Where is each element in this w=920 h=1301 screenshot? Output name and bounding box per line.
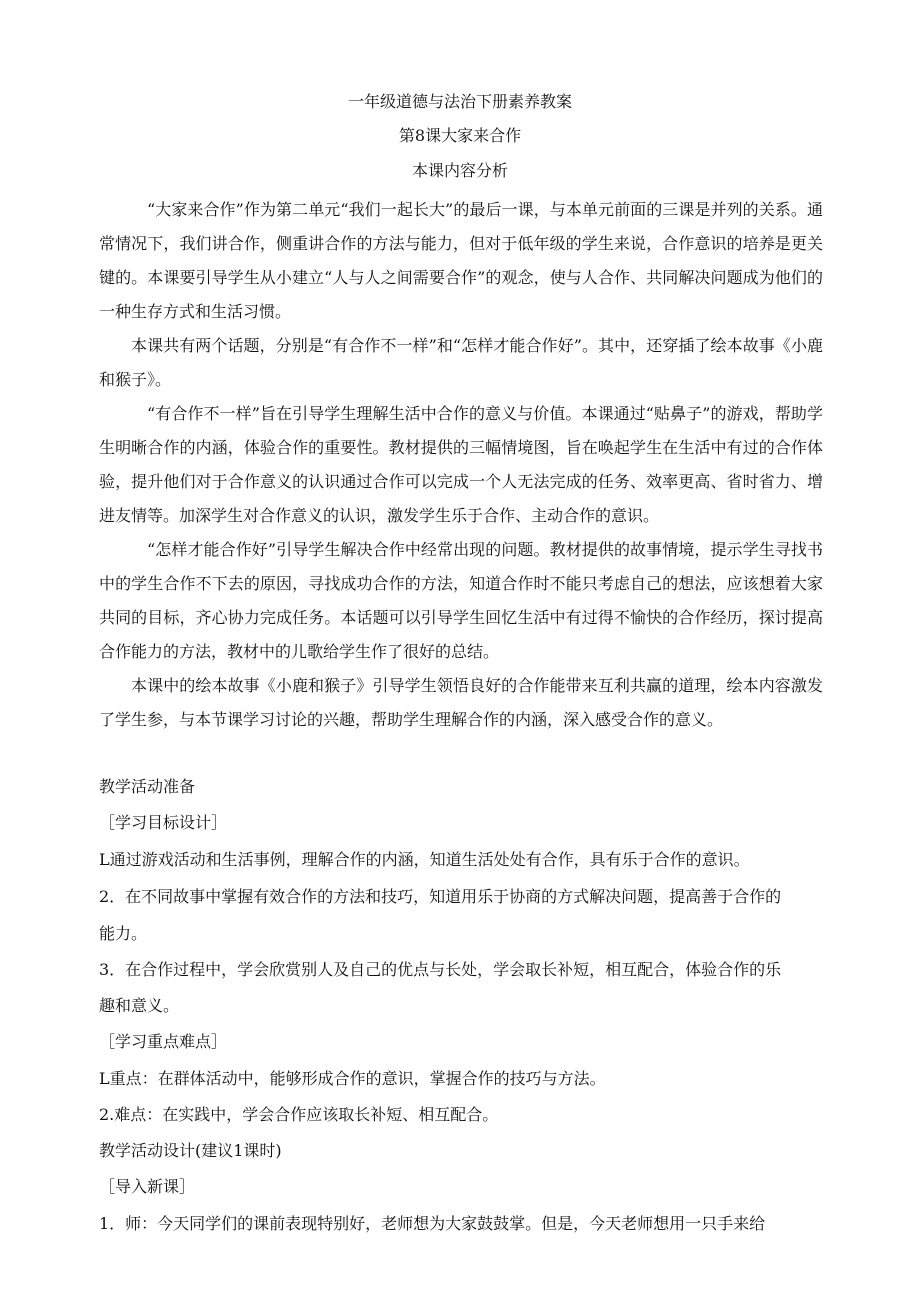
analysis-paragraph-5: 本课中的绘本故事《小鹿和猴子》引导学生领悟良好的合作能带来互利共赢的道理，绘本内容激发了学生参，与本节课学习讨论的兴趣，帮助学生理解合作的内涵，深入感受合作的意义。 <box>99 676 823 729</box>
section-title: 本课内容分析 <box>411 161 508 180</box>
goal-2-line-1: 2．在不同故事中掌握有效合作的方法和技巧，知道用乐于协商的方式解决问题，提高善于合作的 <box>99 887 782 906</box>
goal-1: L通过游戏活动和生活事例，理解合作的内涵，知道生活处处有合作，具有乐于合作的意识。 <box>99 850 750 869</box>
analysis-paragraph-4: “怎样才能合作好”引导学生解决合作中经常出现的问题。教材提供的故事情境，提示学生寻找书中的学生合作不下去的原因，寻找成功合作的方法，知道合作时不能只考虑自己的想法，应该想着大家共同的目标，齐心协力完成任务。本话题可以引导学生回忆生活中有过得不愉快的合作经历，探讨提高合作能力的方法，教材中的儿歌给学生作了很好的总结。 <box>99 540 823 661</box>
key-point-1: L重点：在群体活动中，能够形成合作的意识，掌握合作的技巧与方法。 <box>99 1069 606 1088</box>
keys-heading: ［学习重点难点］ <box>99 1032 228 1051</box>
intro-step-1: 1．师：今天同学们的课前表现特别好，老师想为大家鼓鼓掌。但是，今天老师想用一只手来给 <box>99 1214 766 1233</box>
key-point-2: 2.难点：在实践中，学会合作应该取长补短、相互配合。 <box>99 1105 499 1124</box>
prep-heading: 教学活动准备 <box>99 777 196 796</box>
design-heading: 教学活动设计(建议1课时) <box>99 1141 282 1160</box>
analysis-paragraph-3: “有合作不一样”旨在引导学生理解生活中合作的意义与价值。本课通过“贴鼻子”的游戏，帮助学生明晰合作的内涵，体验合作的重要性。教材提供的三幅情境图，旨在唤起学生在生活中有过的合作体验，提升他们对于合作意义的认识通过合作可以完成一个人无法完成的任务、效率更高、省时省力、增进友情等。加深学生对合作意义的认识，激发学生乐于合作、主动合作的意识。 <box>99 404 823 525</box>
analysis-paragraph-1: “大家来合作”作为第二单元“我们一起长大”的最后一课，与本单元前面的三课是并列的关系。通常情况下，我们讲合作，侧重讲合作的方法与能力，但对于低年级的学生来说，合作意识的培养是更关键的。本课要引导学生从小建立“人与人之间需要合作”的观念，使与人合作、共同解决问题成为他们的一种生存方式和生活习惯。 <box>99 200 823 321</box>
analysis-paragraph-2: 本课共有两个话题，分别是“有合作不一样”和“怎样才能合作好”。其中，还穿插了绘本故事《小鹿和猴子》。 <box>99 336 823 389</box>
lesson-title: 第8课大家来合作 <box>398 126 522 145</box>
analysis-section <box>99 193 823 737</box>
goal-3-line-2: 趣和意义。 <box>99 996 180 1015</box>
goal-3-line-1: 3．在合作过程中，学会欣赏别人及自己的优点与长处，学会取长补短，相互配合，体验合作的乐 <box>99 960 782 979</box>
goals-heading: ［学习目标设计］ <box>99 813 228 832</box>
document-title: 一年级道德与法治下册素养教案 <box>347 92 572 111</box>
goal-2-line-2: 能力。 <box>99 924 148 943</box>
intro-heading: ［导入新课］ <box>99 1177 196 1196</box>
